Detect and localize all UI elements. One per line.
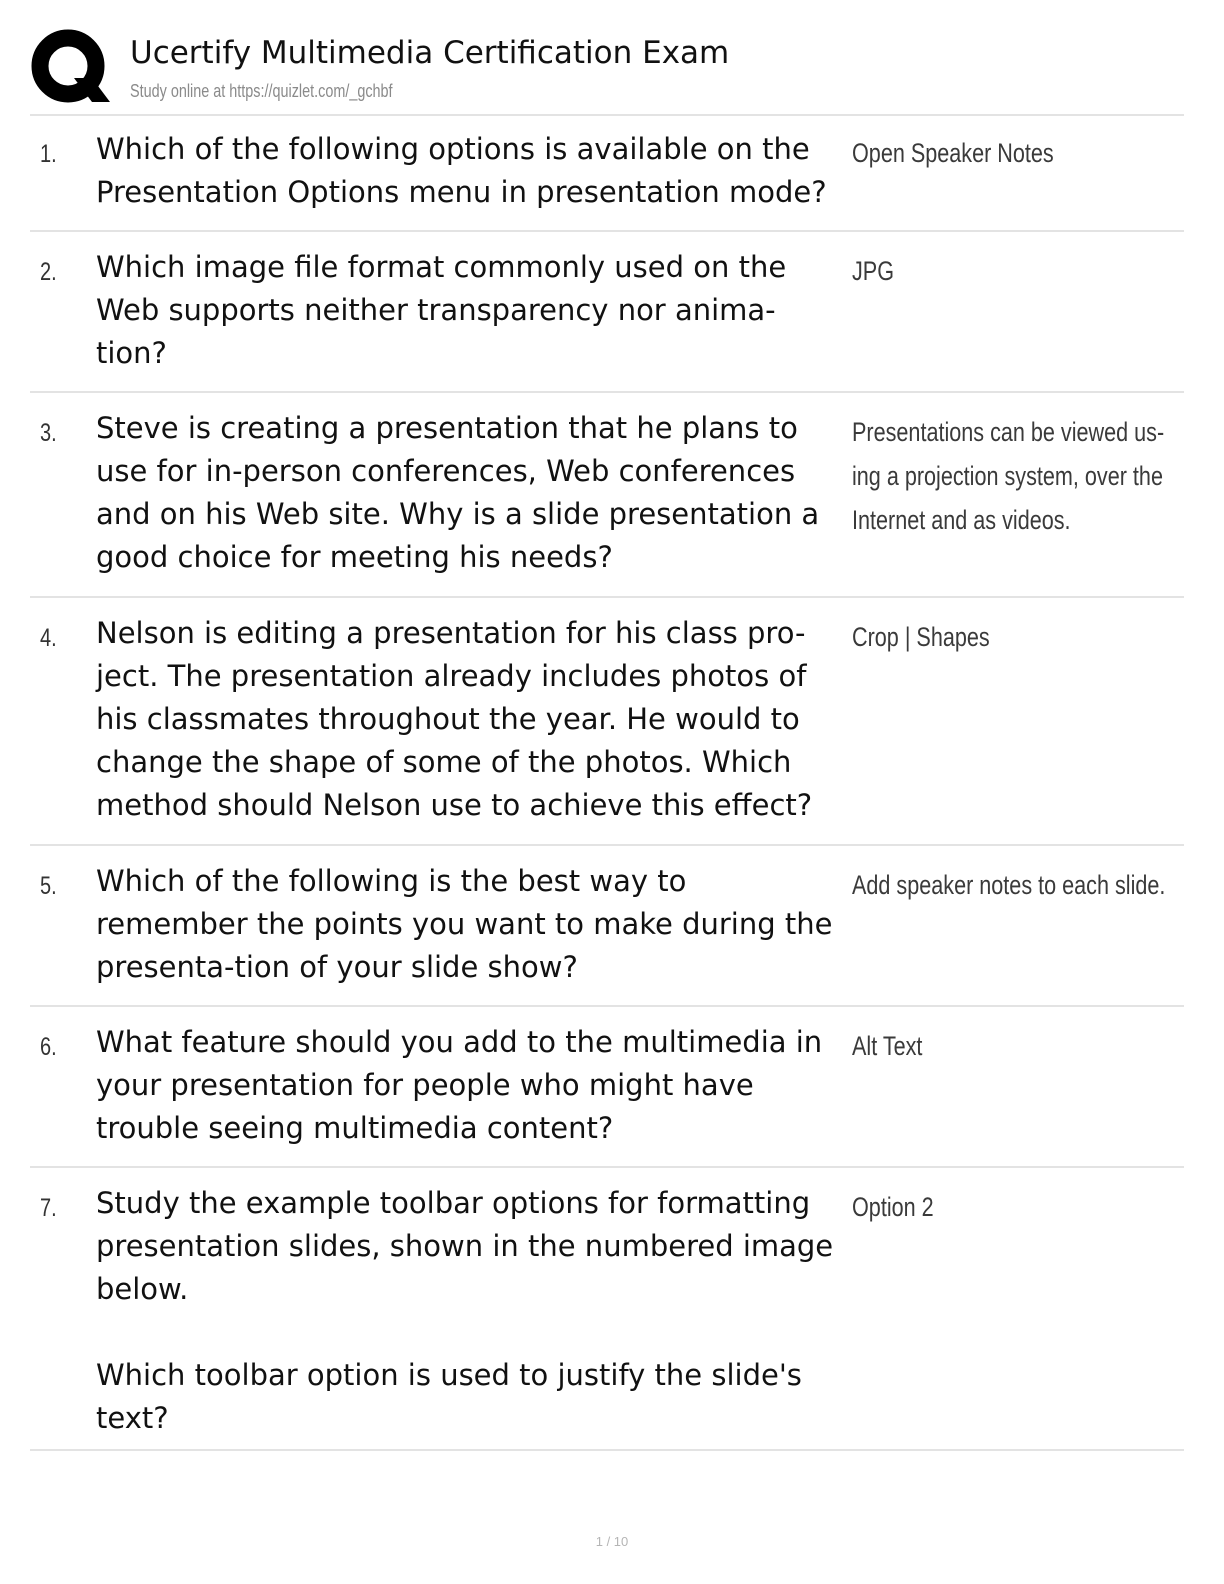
quizlet-q-logo-icon (30, 28, 110, 108)
card-answer: Add speaker notes to each slide. (852, 870, 1166, 900)
card-answer: Alt Text (852, 1031, 923, 1061)
card-number: 6. (40, 1033, 57, 1061)
card-question: Steve is creating a presentation that he plans to use for in-person conferences, Web conferences and on his Web site. Why is a slide presentation a good choice for meeting his needs? (96, 411, 820, 574)
card-answer: Presentations can be viewed us-ing a projection system, over the Internet and as videos. (852, 417, 1165, 535)
card-question: Nelson is editing a presentation for his class pro-ject. The presentation already includes photos of his classmates throughout the year. He would to change the shape of some of the photos. Which method should Nelson use to achieve this effect? (96, 616, 813, 822)
flashcard-1 (30, 114, 1184, 232)
flashcard-6 (30, 1007, 1184, 1168)
flashcard-7 (30, 1168, 1184, 1451)
card-answer: Option 2 (852, 1192, 934, 1222)
card-number: 5. (40, 872, 57, 900)
card-number: 2. (40, 258, 57, 286)
page-title: Ucertify Multimedia Certification Exam (130, 35, 730, 71)
card-question: Which image file format commonly used on the Web supports neither transparency nor anima-tion? (96, 250, 787, 370)
page-number: 1 / 10 (595, 1534, 629, 1549)
flashcard-list (30, 114, 1184, 1451)
card-answer: Open Speaker Notes (852, 138, 1054, 168)
card-question: Which of the following options is available on the Presentation Options menu in presentation mode? (96, 132, 827, 209)
card-number: 7. (40, 1194, 57, 1222)
card-number: 3. (40, 419, 57, 447)
card-answer: JPG (852, 256, 895, 286)
card-number: 4. (40, 624, 57, 652)
card-answer: Crop | Shapes (852, 622, 990, 652)
flashcard-3 (30, 393, 1184, 598)
study-link-text: Study online at https://quizlet.com/_gchbf (130, 81, 393, 101)
flashcard-4 (30, 598, 1184, 846)
flashcard-2 (30, 232, 1184, 393)
document-header (30, 28, 1184, 116)
card-question: Study the example toolbar options for formatting presentation slides, shown in the numbered image below. Which toolbar option is used to justify the slide's text? (96, 1186, 834, 1435)
card-question: Which of the following is the best way to remember the points you want to make during the presenta-tion of your slide show? (96, 864, 833, 984)
card-question: What feature should you add to the multimedia in your presentation for people who might have trouble seeing multimedia content? (96, 1025, 823, 1145)
card-number: 1. (40, 140, 57, 168)
flashcard-5 (30, 846, 1184, 1007)
